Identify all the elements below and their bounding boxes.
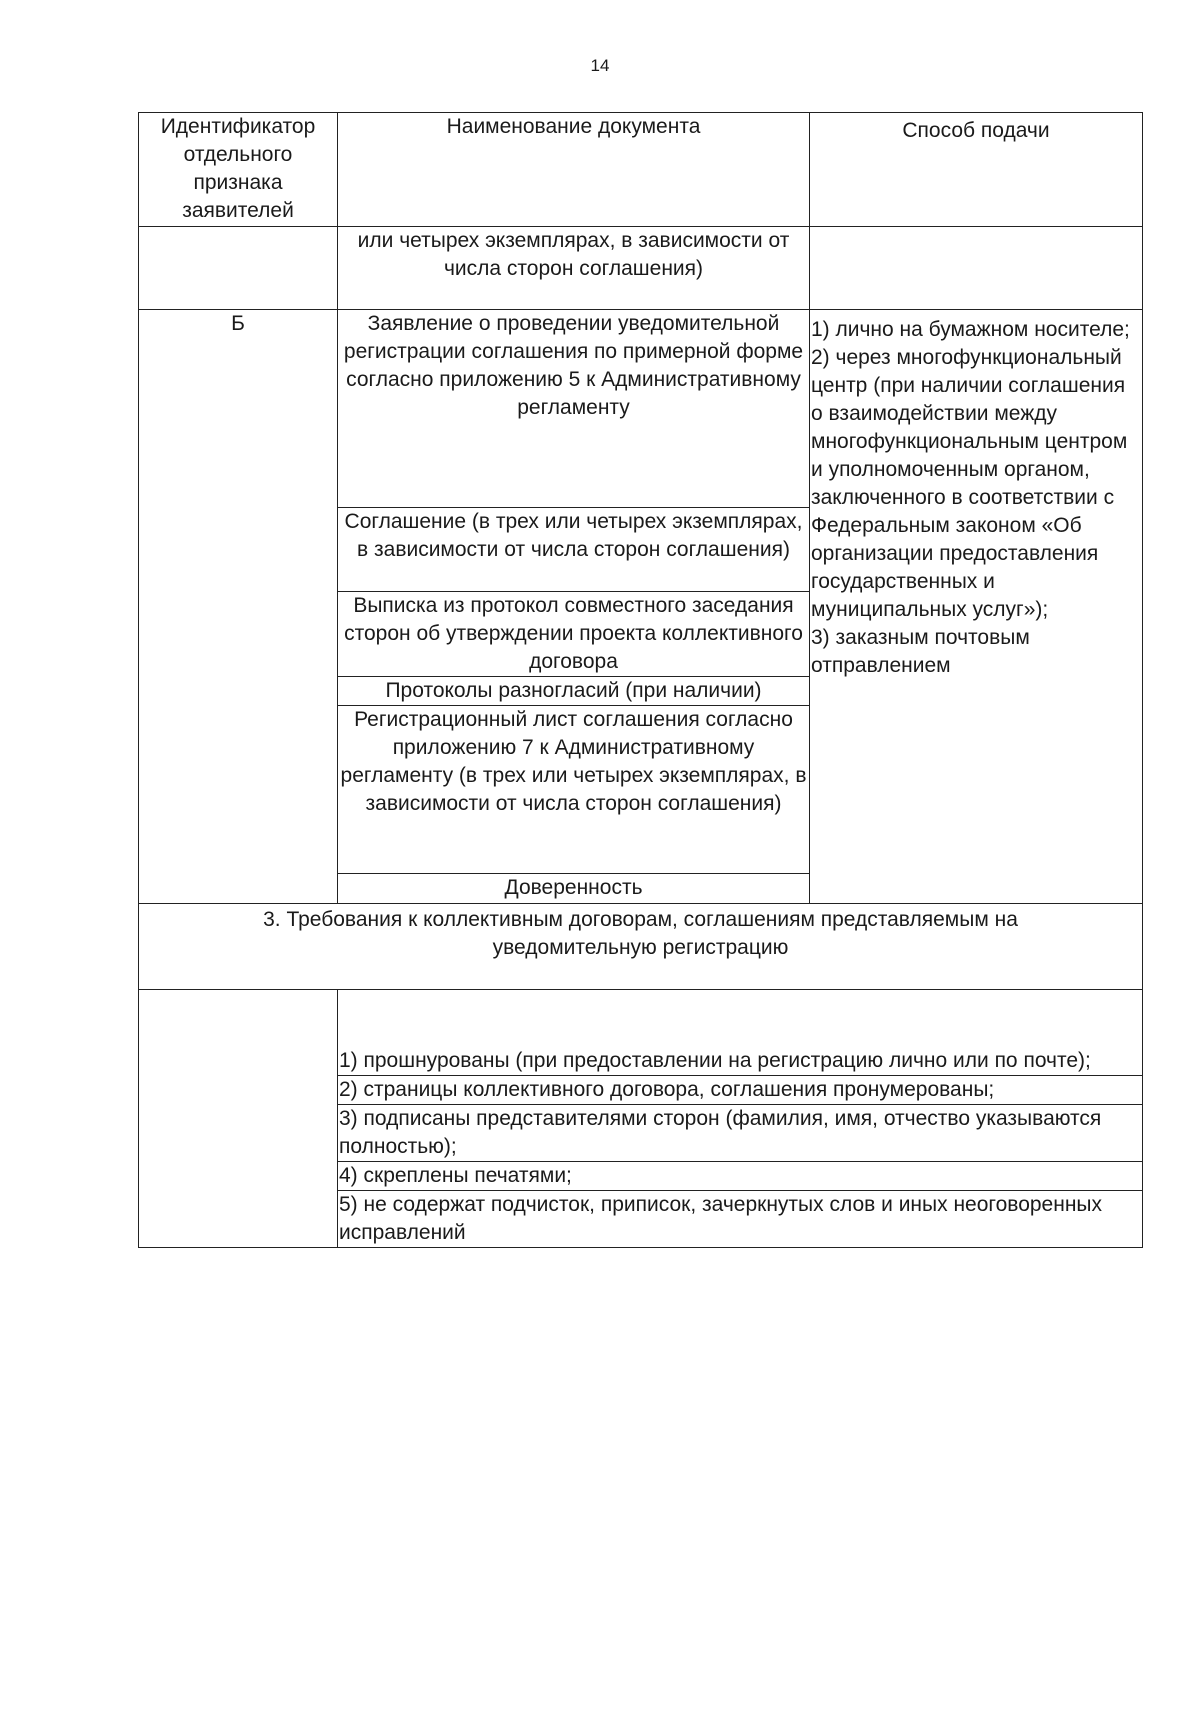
requirement-1: 1) прошнурованы (при предоставлении на регистрацию лично или по почте);: [338, 990, 1143, 1076]
requirements-id-cell: [139, 990, 338, 1248]
header-document-name: Наименование документа: [338, 113, 810, 227]
table-row: [139, 310, 1143, 508]
group-b-doc-5: Регистрационный лист соглашения согласно приложению 7 к Административному регламенту (в трех или четырех экземплярах, в зависимости от числа сторон соглашения): [338, 706, 810, 874]
group-b-doc-2: Соглашение (в трех или четырех экземплярах, в зависимости от числа сторон соглашения): [338, 508, 810, 592]
group-b-doc-6: Доверенность: [338, 874, 810, 904]
header-submission-method: Способ подачи: [810, 113, 1143, 227]
requirement-5: 5) не содержат подчисток, приписок, зачеркнутых слов и иных неоговоренных исправлений: [338, 1191, 1143, 1248]
method-item-2: 2) через многофункциональный центр (при наличии соглашения о взаимодействии между многофункциональным центром и уполномоченным органом, заключенного в соответствии с Федеральным законом «Об организации предоставления государственных и муниципальных услуг»);: [811, 346, 1128, 621]
method-item-1: 1) лично на бумажном носителе;: [811, 318, 1130, 341]
group-b-doc-4: Протоколы разногласий (при наличии): [338, 677, 810, 706]
page-number: 14: [590, 56, 610, 75]
requirement-2: 2) страницы коллективного договора, соглашения пронумерованы;: [338, 1076, 1143, 1105]
carryover-id-cell: [139, 227, 338, 310]
section-3-title: 3. Требования к коллективным договорам, соглашениям представляемым на уведомительную регистрацию: [139, 904, 1143, 990]
table-row: [139, 990, 1143, 1076]
requirement-4: 4) скреплены печатями;: [338, 1162, 1143, 1191]
carryover-doc-cell: или четырех экземплярах, в зависимости от числа сторон соглашения): [338, 227, 810, 310]
group-b-doc-3: Выписка из протокол совместного заседания сторон об утверждении проекта коллективного договора: [338, 592, 810, 677]
header-id: Идентификатор отдельного признака заявителей: [139, 113, 338, 227]
group-b-method: [810, 310, 1143, 904]
documents-table: [138, 112, 1143, 1248]
method-item-3: 3) заказным почтовым отправлением: [811, 626, 1030, 677]
group-b-doc-1: Заявление о проведении уведомительной регистрации соглашения по примерной форме согласно приложению 5 к Административному регламенту: [338, 310, 810, 508]
carryover-method-cell: [810, 227, 1143, 310]
section-row: [139, 904, 1143, 990]
header-row: [139, 113, 1143, 227]
requirement-3: 3) подписаны представителями сторон (фамилия, имя, отчество указываются полностью);: [338, 1105, 1143, 1162]
group-b-id: Б: [139, 310, 338, 904]
table-row: [139, 227, 1143, 310]
